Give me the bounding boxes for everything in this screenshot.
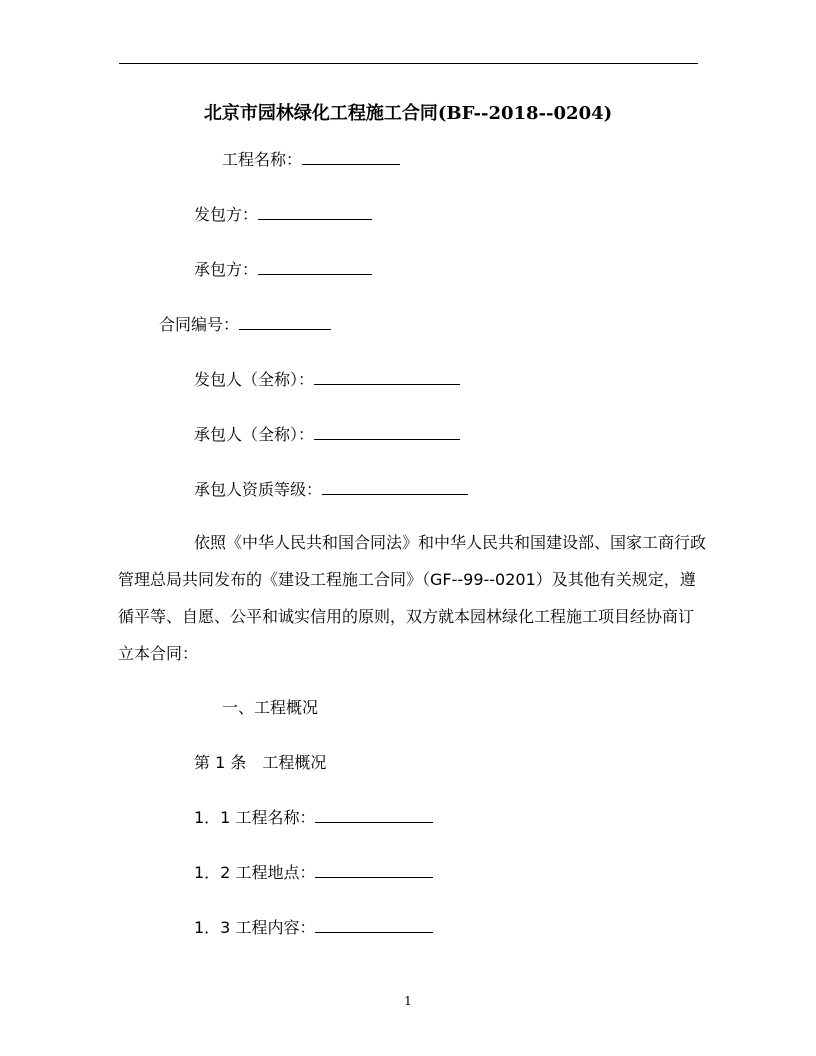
- article-heading: 第 1 条 工程概况: [194, 753, 327, 772]
- contractor-blank[interactable]: [258, 260, 372, 275]
- contract-no-label: 合同编号：: [159, 315, 240, 334]
- contractor-grade-label: 承包人资质等级：: [194, 480, 323, 499]
- preamble-paragraph: 依照《中华人民共和国合同法》和中华人民共和国建设部、国家工商行政管理总局共同发布的《建设工程施工合同》（GF--99--0201）及其他有关规定，遵循平等、自愿、公平和诚实信用的原则，双方就本园林绿化工程施工项目经协商订立本合同：: [118, 533, 707, 663]
- project-name-field: [222, 149, 400, 171]
- contract-no-blank[interactable]: [239, 315, 331, 330]
- contractor-field: [194, 259, 372, 281]
- item-project-location-label: 1．2 工程地点：: [194, 863, 316, 882]
- employer-full-blank[interactable]: [314, 370, 460, 385]
- header-rule: [119, 63, 698, 64]
- project-name-label: 工程名称：: [222, 150, 303, 169]
- item-project-name-blank[interactable]: [315, 808, 433, 823]
- employer-blank[interactable]: [258, 205, 372, 220]
- section-heading: 一、工程概况: [222, 698, 319, 717]
- employer-full-label: 发包人（全称）：: [194, 370, 315, 389]
- item-project-location: [194, 862, 433, 884]
- contractor-grade-blank[interactable]: [322, 480, 468, 495]
- item-project-name-label: 1．1 工程名称：: [194, 808, 316, 827]
- item-project-content-blank[interactable]: [315, 918, 433, 933]
- page-number: 1: [404, 994, 412, 1008]
- contractor-full-blank[interactable]: [314, 425, 460, 440]
- employer-field: [194, 204, 372, 226]
- item-project-content: [194, 917, 433, 939]
- contractor-label: 承包方：: [194, 260, 259, 279]
- project-name-blank[interactable]: [302, 150, 400, 165]
- employer-full-field: [194, 369, 460, 391]
- document-title: 北京市园林绿化工程施工合同(BF--2018--0204): [203, 103, 613, 124]
- employer-label: 发包方：: [194, 205, 259, 224]
- item-project-content-label: 1．3 工程内容：: [194, 918, 316, 937]
- item-project-location-blank[interactable]: [315, 863, 433, 878]
- contractor-grade-field: [194, 479, 468, 501]
- contractor-full-label: 承包人（全称）：: [194, 425, 315, 444]
- item-project-name: [194, 807, 433, 829]
- contract-no-field: [159, 314, 331, 336]
- contractor-full-field: [194, 424, 460, 446]
